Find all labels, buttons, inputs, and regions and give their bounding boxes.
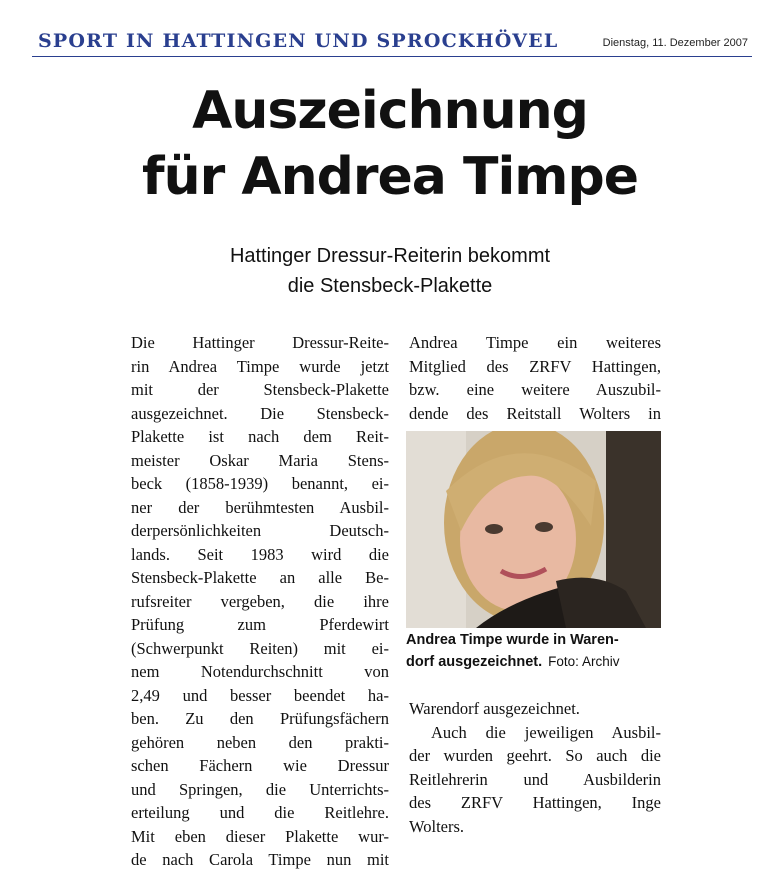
subheadline-line: die Stensbeck-Plakette bbox=[287, 275, 493, 297]
text-line: meister Oskar Maria Stens- bbox=[131, 450, 389, 470]
article-column-right-bottom bbox=[409, 697, 661, 838]
text-line: beck (1858-1939) benannt, ei- bbox=[131, 474, 389, 493]
text-line: dende des Reitstall Wolters in bbox=[409, 403, 661, 423]
text-line: nem Notendurchschnitt von bbox=[131, 662, 389, 681]
text-line: Auch die jeweiligen Ausbil- bbox=[431, 722, 661, 742]
text-line: Prüfung zum Pferdewirt bbox=[131, 615, 389, 634]
text-line: Warendorf ausgezeichnet. bbox=[409, 699, 580, 718]
text-line: Die Hattinger Dressur-Reite- bbox=[131, 333, 389, 352]
text-line: gehören neben den prakti- bbox=[131, 732, 389, 752]
subheadline-line: Hattinger Dressur-Reiterin bekommt bbox=[229, 245, 551, 267]
issue-date: Dienstag, 11. Dezember 2007 bbox=[602, 37, 748, 49]
text-line: (Schwerpunkt Reiten) mit ei- bbox=[131, 638, 389, 658]
article-headline bbox=[60, 78, 720, 210]
text-line: Mitglied des ZRFV Hattingen, bbox=[409, 356, 661, 376]
portrait-illustration bbox=[406, 431, 661, 628]
caption-line: Andrea Timpe wurde in Waren- bbox=[406, 632, 619, 648]
text-line: mit der Stensbeck-Plakette bbox=[131, 380, 389, 399]
text-line: ben. Zu den Prüfungsfächern bbox=[131, 709, 389, 728]
text-line: bzw. eine weitere Auszubil- bbox=[409, 380, 661, 399]
text-line: de nach Carola Timpe nun mit bbox=[131, 850, 389, 869]
text-line: Mit eben dieser Plakette wur- bbox=[131, 826, 389, 846]
text-line: ner der berühmtesten Ausbil- bbox=[131, 497, 389, 517]
text-line: und Springen, die Unterrichts- bbox=[131, 779, 389, 799]
section-title: SPORT IN HATTINGEN UND SPROCKHÖVEL bbox=[38, 30, 559, 52]
text-line: der wurden geehrt. So auch die bbox=[409, 746, 661, 765]
photo-caption bbox=[406, 630, 666, 673]
photo-credit: Foto: Archiv bbox=[548, 654, 620, 669]
text-line: Andrea Timpe ein weiteres bbox=[409, 333, 661, 352]
text-line: Stensbeck-Plakette an alle Be- bbox=[131, 568, 389, 587]
text-line: Reitlehrerin und Ausbilderin bbox=[409, 769, 661, 789]
page-header bbox=[32, 28, 752, 57]
text-line: schen Fächern wie Dressur bbox=[131, 756, 389, 775]
headline-line: für Andrea Timpe bbox=[142, 147, 638, 207]
text-line: lands. Seit 1983 wird die bbox=[131, 544, 389, 564]
text-line: derpersönlichkeiten Deutsch- bbox=[131, 521, 389, 540]
portrait-photo bbox=[406, 431, 661, 628]
headline-line: Auszeichnung bbox=[192, 81, 588, 141]
text-line: rin Andrea Timpe wurde jetzt bbox=[131, 356, 389, 376]
text-line: Plakette ist nach dem Reit- bbox=[131, 427, 389, 446]
text-line: 2,49 und besser beendet ha- bbox=[131, 685, 389, 705]
article-column-right-top bbox=[409, 331, 661, 425]
text-line: ausgezeichnet. Die Stensbeck- bbox=[131, 403, 389, 423]
text-line: des ZRFV Hattingen, Inge bbox=[409, 793, 661, 812]
caption-line: dorf ausgezeichnet. bbox=[406, 654, 543, 670]
article-subheadline bbox=[60, 241, 720, 301]
text-line: Wolters. bbox=[409, 816, 465, 836]
article-column-left bbox=[131, 331, 389, 872]
text-line: rufsreiter vergeben, die ihre bbox=[131, 591, 389, 611]
text-line: erteilung und die Reitlehre. bbox=[131, 803, 389, 822]
